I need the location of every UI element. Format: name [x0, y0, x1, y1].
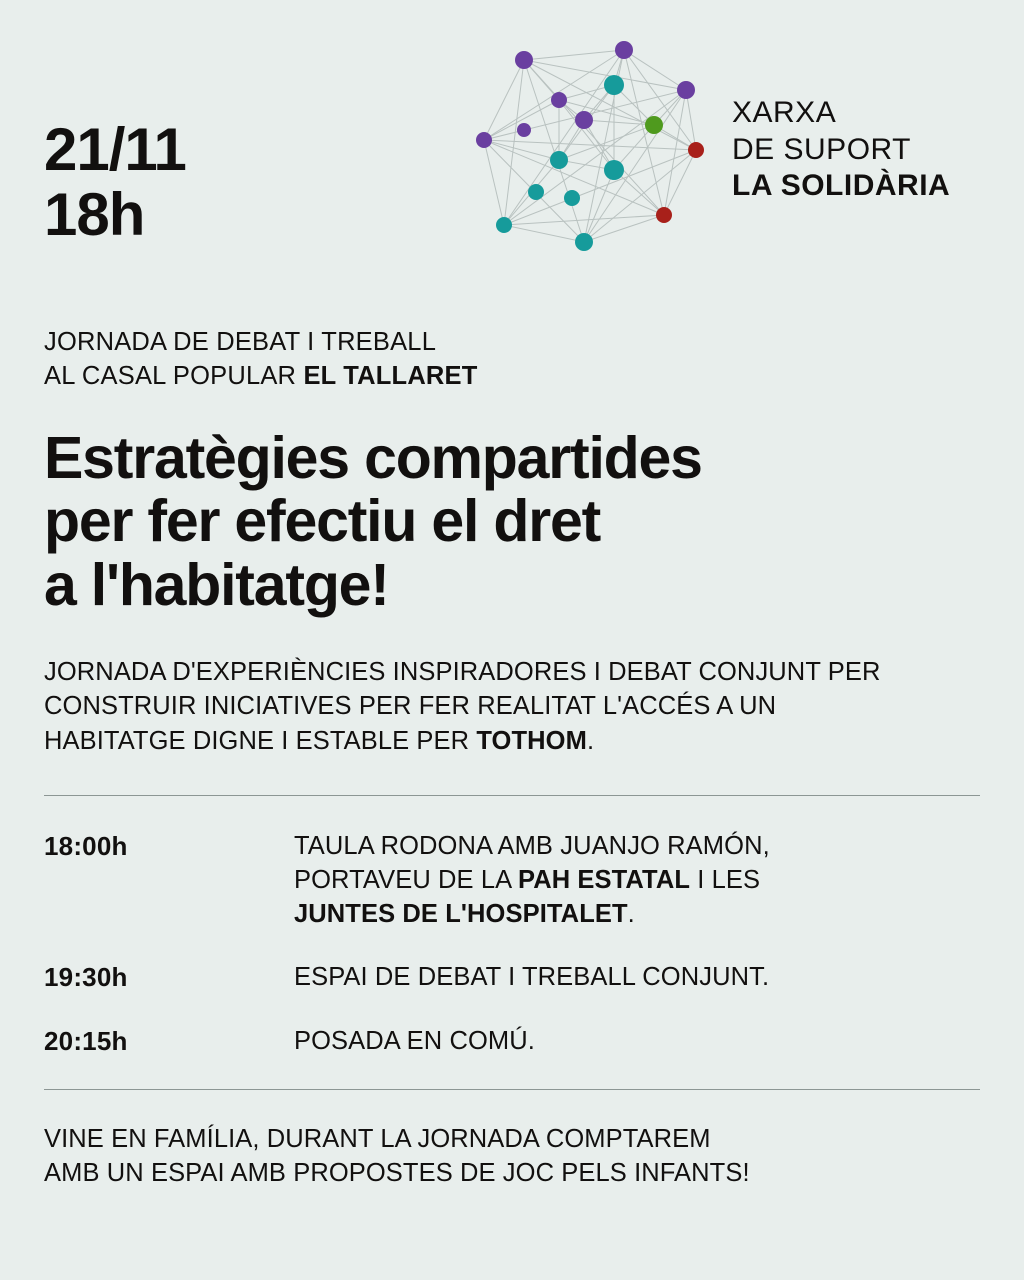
kicker-venue-name: EL TALLARET	[303, 361, 478, 390]
logo-line-3	[732, 168, 950, 205]
organization-name	[732, 95, 950, 205]
footer-line-2: AMB UN ESPAI AMB PROPOSTES DE JOC PELS INFANTS!	[44, 1159, 750, 1188]
schedule-description	[294, 1025, 535, 1059]
kicker-line-1: JORNADA DE DEBAT I TREBALL	[44, 328, 437, 356]
schedule-time: 19:30h	[44, 962, 128, 993]
description-line-3-prefix: HABITATGE DIGNE I ESTABLE PER	[44, 727, 477, 756]
schedule-desc-2-prefix: PORTAVEU DE LA	[294, 865, 518, 894]
schedule-desc-line-2	[294, 864, 770, 898]
page-title	[44, 427, 980, 616]
description-line-2: CONSTRUIR INICIATIVES PER FER REALITAT L'ACCÉS A UN	[44, 692, 777, 721]
schedule-desc-line-1: ESPAI DE DEBAT I TREBALL CONJUNT.	[294, 963, 770, 992]
event-date-time: 18h	[44, 180, 145, 248]
poster-header	[44, 0, 980, 300]
schedule-desc-line-3	[294, 898, 770, 932]
organization-logo	[464, 30, 950, 270]
divider-top	[44, 795, 980, 796]
kicker-line-2	[44, 360, 980, 394]
schedule-row	[44, 961, 980, 995]
schedule-time: 20:15h	[44, 1026, 128, 1057]
logo-line-1: XARXA	[732, 96, 837, 130]
schedule-row	[44, 1025, 980, 1059]
logo-line-3-bold: LA SOLIDÀRIA	[732, 169, 951, 203]
schedule-desc-2-bold: PAH ESTATAL	[518, 865, 691, 894]
divider-bottom	[44, 1089, 980, 1090]
headline-line-3: a l'habitatge!	[44, 551, 389, 618]
kicker-venue-prefix: AL CASAL POPULAR	[44, 361, 304, 390]
description-line-1: JORNADA D'EXPERIÈNCIES INSPIRADORES I DEBAT CONJUNT PER	[44, 657, 881, 686]
schedule-desc-3-bold: JUNTES DE L'HOSPITALET	[294, 899, 628, 928]
description-highlight: TOTHOM	[476, 727, 587, 756]
schedule-desc-2-end: I LES	[690, 865, 761, 894]
schedule-time: 18:00h	[44, 830, 128, 861]
event-date	[44, 118, 186, 248]
schedule-description	[294, 830, 770, 932]
schedule-desc-3-end: .	[627, 899, 635, 928]
headline-line-2: per fer efectiu el dret	[44, 488, 601, 555]
schedule-list	[44, 830, 980, 1060]
network-graph-icon	[464, 30, 724, 270]
schedule-row	[44, 830, 980, 932]
schedule-desc-line-1: POSADA EN COMÚ.	[294, 1027, 535, 1056]
event-kicker	[44, 326, 980, 393]
event-description	[44, 655, 980, 759]
schedule-desc-line-1: TAULA RODONA AMB JUANJO RAMÓN,	[294, 831, 770, 860]
footer-note	[44, 1122, 980, 1190]
description-line-3-end: .	[586, 727, 595, 756]
schedule-description	[294, 961, 769, 995]
description-line-3	[44, 724, 980, 759]
event-date-day: 21/11	[44, 116, 186, 183]
logo-line-2: DE SUPORT	[732, 132, 911, 166]
footer-line-1: VINE EN FAMÍLIA, DURANT LA JORNADA COMPTAREM	[44, 1125, 711, 1154]
headline-line-1: Estratègies compartides	[44, 425, 702, 492]
